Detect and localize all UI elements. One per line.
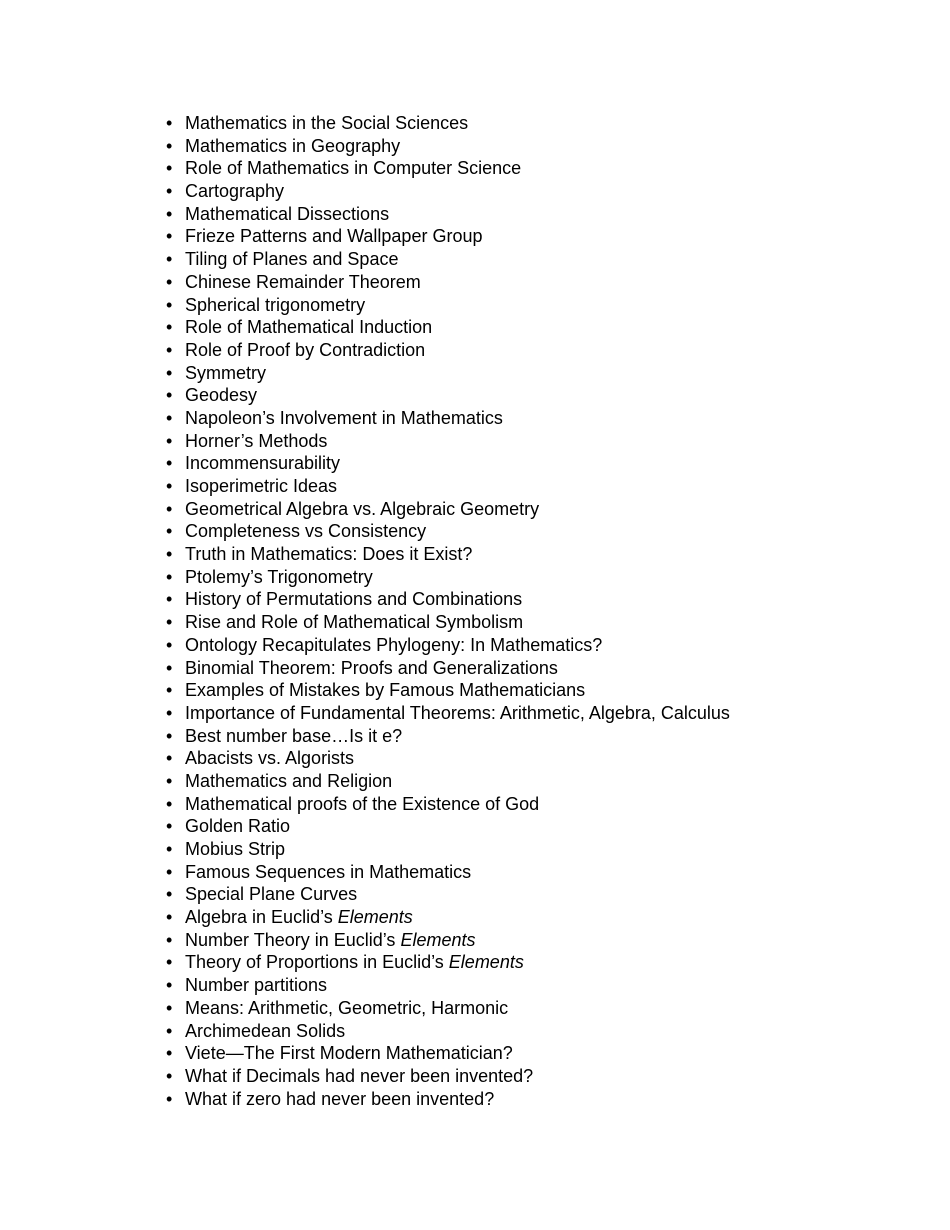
topic-text: Mathematical proofs of the Existence of God xyxy=(185,793,540,814)
topic-text: Means: Arithmetic, Geometric, Harmonic xyxy=(185,997,509,1018)
bullet-icon: • xyxy=(166,657,173,678)
list-item xyxy=(166,566,866,589)
list-item xyxy=(166,951,866,974)
list-item xyxy=(166,679,866,702)
list-item xyxy=(166,452,866,475)
bullet-icon: • xyxy=(166,385,173,406)
list-item xyxy=(166,702,866,725)
list-item xyxy=(166,997,866,1020)
topic-text: Frieze Patterns and Wallpaper Group xyxy=(185,226,483,247)
bullet-icon: • xyxy=(166,1065,173,1086)
topic-text: History of Permutations and Combinations xyxy=(185,589,523,610)
bullet-icon: • xyxy=(166,271,173,292)
topic-text: Theory of Proportions in Euclid’s xyxy=(185,952,449,973)
topic-text: Archimedean Solids xyxy=(185,1020,346,1041)
topic-text: Special Plane Curves xyxy=(185,884,358,905)
topic-text: Napoleon’s Involvement in Mathematics xyxy=(185,407,503,428)
bullet-icon: • xyxy=(166,249,173,270)
list-item xyxy=(166,725,866,748)
topic-text: Best number base…Is it e? xyxy=(185,725,403,746)
bullet-icon: • xyxy=(166,521,173,542)
list-item xyxy=(166,770,866,793)
list-item xyxy=(166,316,866,339)
topic-text: Tiling of Planes and Space xyxy=(185,249,399,270)
list-item xyxy=(166,838,866,861)
bullet-icon: • xyxy=(166,861,173,882)
topic-text: Number Theory in Euclid’s xyxy=(185,929,401,950)
bullet-icon: • xyxy=(166,929,173,950)
topic-text: Spherical trigonometry xyxy=(185,294,366,315)
topic-text: Ontology Recapitulates Phylogeny: In Mathematics? xyxy=(185,634,603,655)
bullet-icon: • xyxy=(166,770,173,791)
bullet-icon: • xyxy=(166,952,173,973)
list-item xyxy=(166,180,866,203)
topic-text: Role of Mathematical Induction xyxy=(185,317,433,338)
bullet-icon: • xyxy=(166,634,173,655)
bullet-icon: • xyxy=(166,294,173,315)
list-item xyxy=(166,475,866,498)
bullet-icon: • xyxy=(166,702,173,723)
list-item xyxy=(166,543,866,566)
bullet-icon: • xyxy=(166,566,173,587)
list-item xyxy=(166,248,866,271)
bullet-icon: • xyxy=(166,975,173,996)
bullet-icon: • xyxy=(166,226,173,247)
bullet-icon: • xyxy=(166,1088,173,1109)
list-item xyxy=(166,929,866,952)
bullet-icon: • xyxy=(166,612,173,633)
list-item xyxy=(166,112,866,135)
bullet-icon: • xyxy=(166,589,173,610)
topic-text: Role of Proof by Contradiction xyxy=(185,339,426,360)
bullet-icon: • xyxy=(166,430,173,451)
bullet-icon: • xyxy=(166,1020,173,1041)
list-item xyxy=(166,793,866,816)
topic-text: Mathematical Dissections xyxy=(185,203,390,224)
topic-text: Chinese Remainder Theorem xyxy=(185,271,421,292)
bullet-icon: • xyxy=(166,407,173,428)
bullet-icon: • xyxy=(166,339,173,360)
topic-text: Mathematics in Geography xyxy=(185,135,401,156)
bullet-icon: • xyxy=(166,1043,173,1064)
list-item xyxy=(166,339,866,362)
list-item xyxy=(166,1065,866,1088)
topic-text: Horner’s Methods xyxy=(185,430,328,451)
bullet-icon: • xyxy=(166,725,173,746)
bullet-icon: • xyxy=(166,816,173,837)
topic-text: Viete—The First Modern Mathematician? xyxy=(185,1043,513,1064)
topic-text: Number partitions xyxy=(185,975,328,996)
list-item xyxy=(166,430,866,453)
list-item xyxy=(166,747,866,770)
topic-text: What if Decimals had never been invented? xyxy=(185,1065,534,1086)
bullet-icon: • xyxy=(166,113,173,133)
bullet-icon: • xyxy=(166,544,173,565)
topic-text: Famous Sequences in Mathematics xyxy=(185,861,472,882)
list-item xyxy=(166,498,866,521)
list-item xyxy=(166,883,866,906)
bullet-icon: • xyxy=(166,884,173,905)
topic-text: What if zero had never been invented? xyxy=(185,1088,495,1109)
bullet-icon: • xyxy=(166,907,173,928)
topic-italic-title: Elements xyxy=(400,929,476,950)
list-item xyxy=(166,271,866,294)
list-item xyxy=(166,520,866,543)
topic-text: Importance of Fundamental Theorems: Arithmetic, Algebra, Calculus xyxy=(185,702,730,723)
topic-text: Algebra in Euclid’s xyxy=(185,907,338,928)
bullet-icon: • xyxy=(166,476,173,496)
list-item xyxy=(166,657,866,680)
topic-text: Examples of Mistakes by Famous Mathematicians xyxy=(185,680,586,701)
topic-text: Geometrical Algebra vs. Algebraic Geometry xyxy=(185,498,540,519)
list-item xyxy=(166,611,866,634)
topic-text: Geodesy xyxy=(185,385,258,406)
bullet-icon: • xyxy=(166,997,173,1018)
bullet-icon: • xyxy=(166,498,173,519)
list-item xyxy=(166,407,866,430)
topic-text: Golden Ratio xyxy=(185,816,291,837)
topic-text: Abacists vs. Algorists xyxy=(185,748,355,769)
bullet-icon: • xyxy=(166,839,173,859)
list-item xyxy=(166,1042,866,1065)
list-item xyxy=(166,294,866,317)
list-item xyxy=(166,1088,866,1111)
topic-list xyxy=(166,112,866,1110)
topic-text: Mobius Strip xyxy=(185,839,286,859)
list-item xyxy=(166,588,866,611)
topic-text: Binomial Theorem: Proofs and Generalizations xyxy=(185,657,558,678)
topic-text: Incommensurability xyxy=(185,453,341,474)
topic-text: Mathematics and Religion xyxy=(185,770,393,791)
topic-text: Mathematics in the Social Sciences xyxy=(185,113,469,133)
bullet-icon: • xyxy=(166,158,173,179)
list-item xyxy=(166,384,866,407)
list-item xyxy=(166,974,866,997)
list-item xyxy=(166,225,866,248)
topic-text: Rise and Role of Mathematical Symbolism xyxy=(185,612,524,633)
topic-text: Cartography xyxy=(185,181,285,202)
list-item xyxy=(166,203,866,226)
bullet-icon: • xyxy=(166,362,173,383)
bullet-icon: • xyxy=(166,748,173,769)
topic-text: Truth in Mathematics: Does it Exist? xyxy=(185,544,473,565)
bullet-icon: • xyxy=(166,317,173,338)
list-item xyxy=(166,634,866,657)
list-item xyxy=(166,362,866,385)
bullet-icon: • xyxy=(166,135,173,156)
topic-text: Completeness vs Consistency xyxy=(185,521,427,542)
topic-text: Symmetry xyxy=(185,362,266,383)
bullet-icon: • xyxy=(166,203,173,224)
bullet-icon: • xyxy=(166,453,173,474)
bullet-icon: • xyxy=(166,680,173,701)
bullet-icon: • xyxy=(166,181,173,202)
list-item xyxy=(166,135,866,158)
list-item xyxy=(166,1020,866,1043)
topic-text: Ptolemy’s Trigonometry xyxy=(185,566,373,587)
topic-italic-title: Elements xyxy=(337,907,413,928)
list-item xyxy=(166,906,866,929)
list-item xyxy=(166,157,866,180)
bullet-icon: • xyxy=(166,793,173,814)
list-item xyxy=(166,861,866,884)
topic-italic-title: Elements xyxy=(448,952,524,973)
list-item xyxy=(166,815,866,838)
topic-text: Isoperimetric Ideas xyxy=(185,476,338,496)
topic-text: Role of Mathematics in Computer Science xyxy=(185,158,522,179)
